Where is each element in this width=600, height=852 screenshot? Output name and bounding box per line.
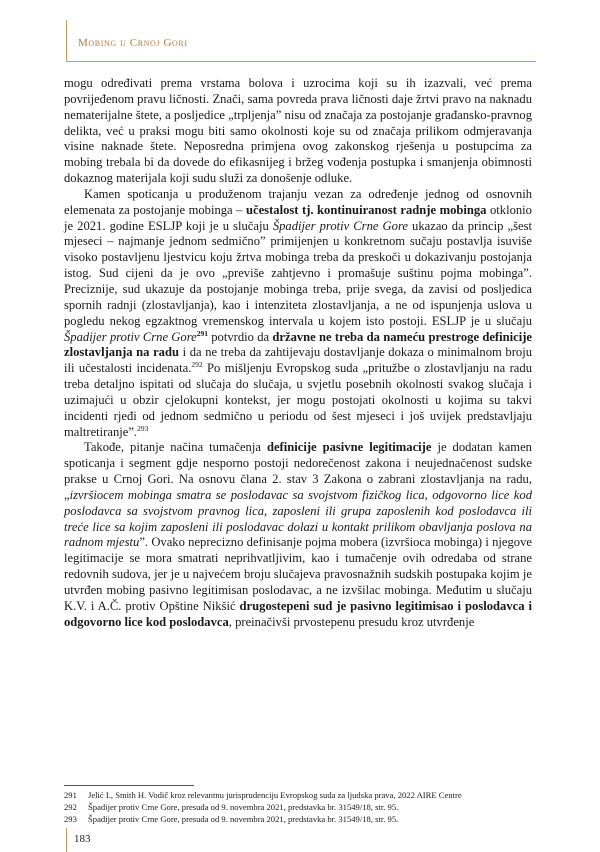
paragraph-2 bbox=[64, 187, 532, 441]
text-span: potvrdio da bbox=[207, 329, 273, 344]
footnote-separator bbox=[64, 785, 194, 786]
text-span: , preinačivši prvostepenu presudu kroz utvrđenje bbox=[228, 614, 475, 629]
text-span: Po mišljenju Evropskog suda „pritužbe o zlostavljanju na radu treba detaljno ispitati od slučaja do slučaja, u svjetlu posebnih okolnosti svakog slučaja i uzimajući u obzir cjelokupni kontekst, jer mogu postojati okolnosti u kojima su takvi incidenti rjeđi od jednom sedmično u periodu od šest mjeseci i još uvijek predstavljaju maltretiranje”. bbox=[64, 361, 532, 439]
paragraph-3 bbox=[64, 440, 532, 630]
text-span: otklonio je 2021. godine ESLJP koji je u slučaju bbox=[64, 202, 532, 233]
text-span: je dodatan kamen spoticanja i segment gdje nesporno postoji nedorečenost zakona i neujednačenost sudske prakse u Crnoj Gori. Na osnovu člana 2. stav 3 Zakona o zabrani zlostavljanja na radu, „ bbox=[64, 440, 532, 502]
bold-span: drugostepeni sud je pasivno legitimisao i poslodavca i odgovorno lice kod poslodavca bbox=[64, 598, 532, 629]
header-vertical-rule bbox=[66, 20, 67, 62]
text-span: ukazao da princip „šest mjeseci – najmanje jednom sedmično” primijenjen u konkretnom sučaju postavlja isuviše visoko postavljenu ljestvicu koju žrtva mobinga treba da preskoči u dokazivanju postojanja istog. Sud cijeni da je ovo „previše zahtjevno i promašuje suštinu pojma mobinga”. Preciznije, sud ukazuje da postojanje mobinga treba, prije svega, da zavisi od posljedica spornih radnji (zlostavljanja), kao i intenziteta zlostavljanja, a ne od ispunjenja uslova u pogledu nekog egzaktnog vremenskog intervala u kojem isto postoji. ESLJP je u slučaju bbox=[64, 218, 532, 328]
footnote-293 bbox=[64, 813, 534, 825]
footnote-ref-293[interactable]: 293 bbox=[137, 423, 149, 433]
footnote-292 bbox=[64, 801, 534, 813]
footnotes bbox=[64, 789, 534, 825]
text-span: ”. Ovako neprecizno definisanje pojma mobera (izvršioca mobinga) i njegove legitimacije se mora smatrati neprihvatljivim, kao i tumačenje ovih odredaba od strane redovnih sudova, jer je u najvećem broju slučajeva pravosnažnih sudskih postupaka kojim je utvrđen mobing pasivno legitimisan poslodavac, a ne izvšilac mobinga. Međutim u slučaju K.V. i A.Č. protiv Opštine Nikšić bbox=[64, 535, 532, 613]
text-span: Kamen spoticanja u produženom trajanju vezan za određenje jednog od osnovnih elemenata za postojanje mobinga – bbox=[64, 186, 532, 217]
text-span: i da ne treba da zahtijevaju dostavljanje dokaza o minimalnom broju ili učestalosti incidenata. bbox=[64, 345, 532, 376]
footnote-291 bbox=[64, 789, 534, 801]
page-number-rule bbox=[66, 828, 67, 852]
footnote-text: Jelić I., Smith H. Vodič kroz relevantnu jurisprudenciju Evropskog suda za ljudska prava, 2022 AIRE Centre bbox=[88, 790, 462, 800]
header-horizontal-rule bbox=[66, 61, 536, 62]
footnote-number: 293 bbox=[64, 814, 77, 824]
footnote-ref-291[interactable]: 291 bbox=[196, 328, 208, 338]
paragraph-1: mogu određivati prema vrstama bolova i uzrocima koji su ih izazvali, već prema povrijeđenom pravu ličnosti. Znači, sama povreda prava ličnosti daje žrtvi pravo na naknadu nematerijalne štete, a posljedice „trpljenja” nisu od značaja za postojanje građansko-pravnog delikta, već u praksi mogu biti samo okolnosti koje su od značaja prilikom odmjeravanja visine naknade štete. Neposredna primjena ovog zakonskog rješenja u postupcima za mobing trebala bi da dovede do efikasnijeg i bržeg vođenja postupka i smanjenja obimnosti dokaznog materijala koji sudu služi za donošenje odluke. bbox=[64, 76, 532, 186]
italic-case-name: Špadijer protiv Crne Gore bbox=[272, 218, 408, 233]
footnote-ref-292[interactable]: 292 bbox=[191, 360, 203, 369]
body-text bbox=[64, 76, 532, 631]
footnote-number: 291 bbox=[64, 790, 77, 800]
footnote-number: 292 bbox=[64, 802, 77, 812]
italic-case-name: Špadijer protiv Crne Gore bbox=[64, 329, 197, 344]
page-number: 183 bbox=[74, 833, 91, 845]
bold-span: definicije pasivne legitimacije bbox=[266, 440, 432, 455]
italic-quote: izvršiocem mobinga smatra se poslodavac sa svojstvom fizičkog lica, odgovorno lice kod poslodavca sa svojstvom pravnog lica, zaposleni ili grupa zaposlenih kod poslodavca ili treće lice sa kojim zaposleni ili poslodavac dolazi u kontakt prilikom obavljanja poslova na radnom mjestu bbox=[64, 487, 532, 550]
bold-span: državne ne treba da nameću prestroge definicije zlostavljanja na radu bbox=[64, 329, 532, 360]
text-span: Takođe, pitanje načina tumačenja bbox=[84, 440, 267, 455]
bold-span: učestalost tj. kontinuiranost radnje mobinga bbox=[246, 202, 487, 217]
running-head-title: Mobing u Crnoj Gori bbox=[78, 37, 188, 49]
footnote-text: Špadijer protiv Crne Gore, presuda od 9. novembra 2021, predstavka br. 31549/18, str. 95. bbox=[88, 802, 399, 812]
footnote-text: Špadijer protiv Crne Gore, presuda od 9. novembra 2021, predstavka br. 31549/18, str. 95. bbox=[88, 814, 399, 824]
